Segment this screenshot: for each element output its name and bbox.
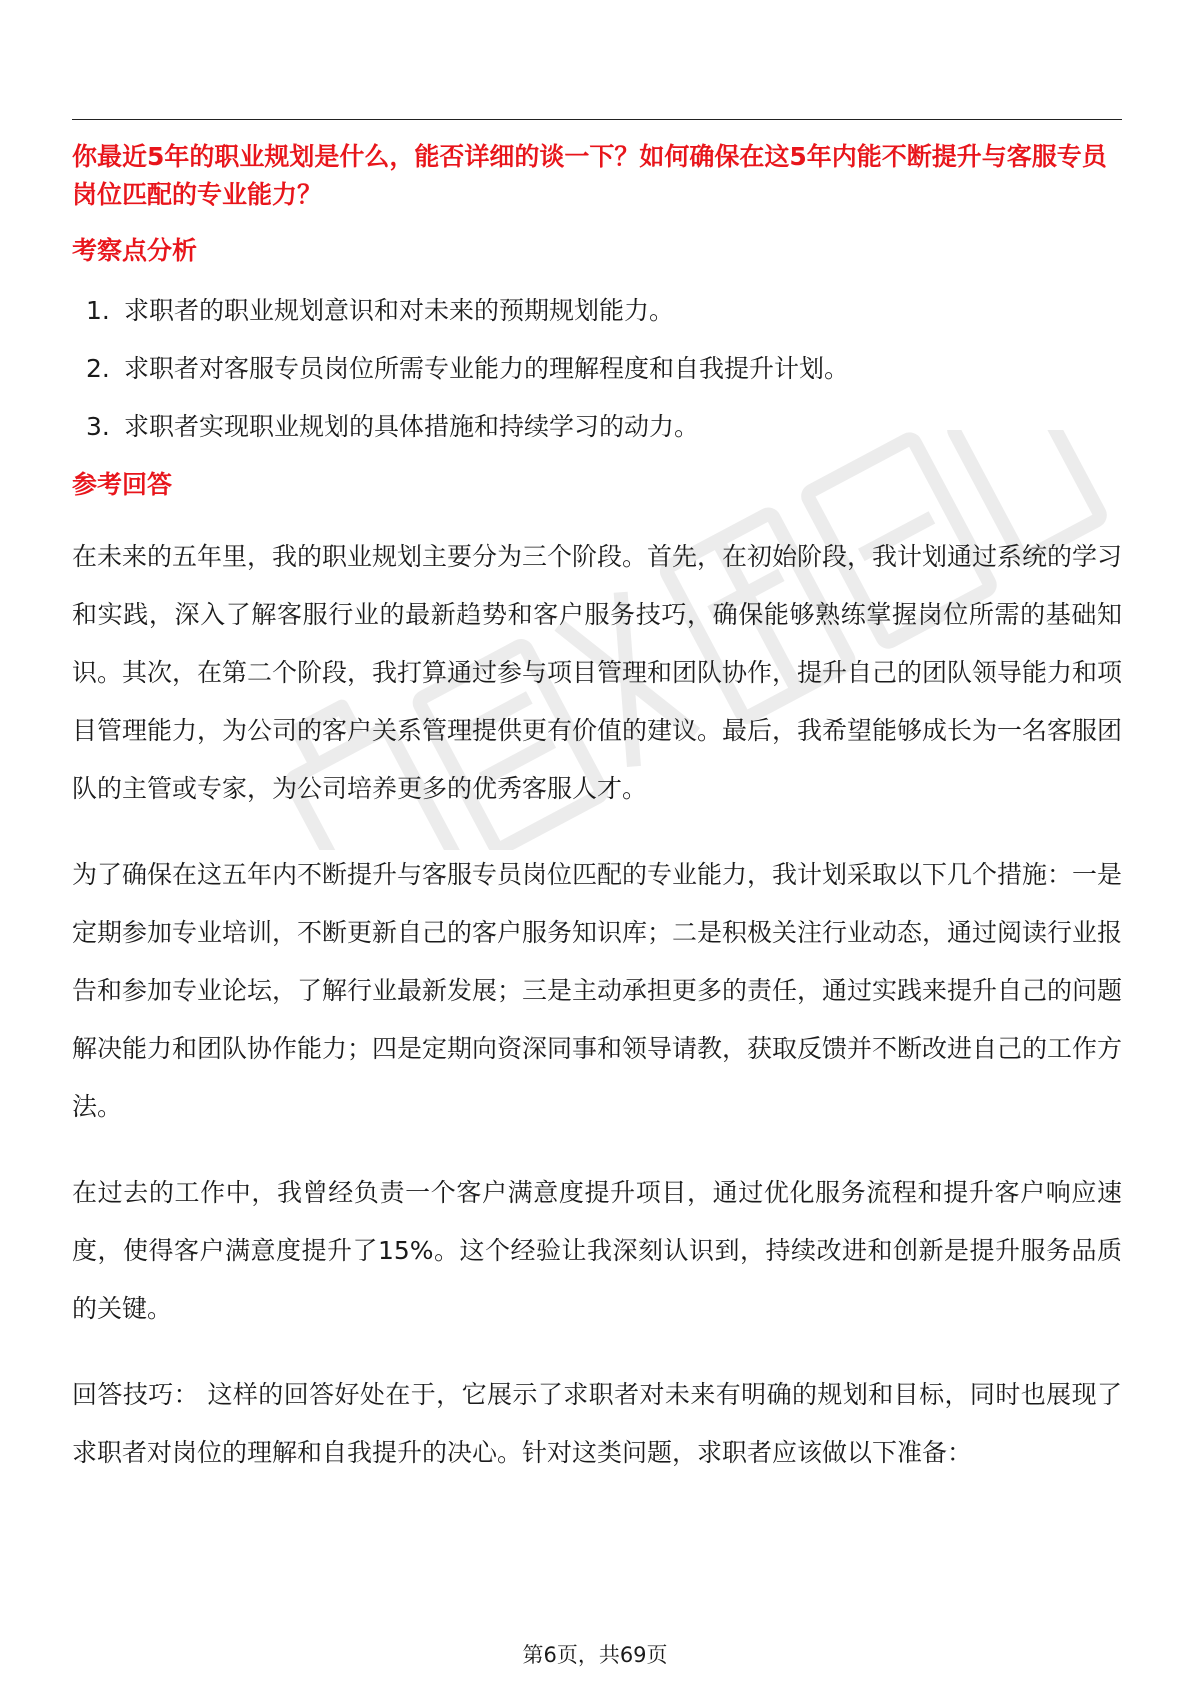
analysis-point [72,292,1122,330]
analysis-point [72,350,1122,388]
analysis-heading: 考察点分析 [72,236,198,265]
content-area [72,138,1122,1482]
point-number: 3. [86,412,110,441]
point-text: 求职者对客服专员岗位所需专业能力的理解程度和自我提升计划。 [124,354,850,383]
question-heading: 你最近5年的职业规划是什么，能否详细的谈一下？如何确保在这5年内能不断提升与客服专员岗位匹配的专业能力？ [72,142,1107,209]
point-text: 求职者实现职业规划的具体措施和持续学习的动力。 [124,412,700,441]
answer-paragraph: 在未来的五年里，我的职业规划主要分为三个阶段。首先，在初始阶段，我计划通过系统的学习和实践，深入了解客服行业的最新趋势和客户服务技巧，确保能够熟练掌握岗位所需的基础知识。其次，在第二个阶段，我打算通过参与项目管理和团队协作，提升自己的团队领导能力和项目管理能力，为公司的客户关系管理提供更有价值的建议。最后，我希望能够成长为一名客服团队的主管或专家，为公司培养更多的优秀客服人才。 [72,542,1123,803]
answer-heading: 参考回答 [72,470,173,499]
answer-tips-paragraph: 回答技巧： 这样的回答好处在于，它展示了求职者对未来有明确的规划和目标，同时也展现了求职者对岗位的理解和自我提升的决心。针对这类问题，求职者应该做以下准备： [72,1380,1122,1467]
answer-paragraph: 为了确保在这五年内不断提升与客服专员岗位匹配的专业能力，我计划采取以下几个措施：一是定期参加专业培训，不断更新自己的客户服务知识库；二是积极关注行业动态，通过阅读行业报告和参加专业论坛，了解行业最新发展；三是主动承担更多的责任，通过实践来提升自己的问题解决能力和团队协作能力；四是定期向资深同事和领导请教，获取反馈并不断改进自己的工作方法。 [72,860,1123,1121]
answer-paragraph: 在过去的工作中，我曾经负责一个客户满意度提升项目，通过优化服务流程和提升客户响应速度，使得客户满意度提升了15%。这个经验让我深刻认识到，持续改进和创新是提升服务品质的关键。 [72,1178,1122,1323]
point-text: 求职者的职业规划意识和对未来的预期规划能力。 [124,296,675,325]
analysis-point [72,408,1122,446]
point-number: 1. [86,296,110,325]
page-number-footer: 第6页，共69页 [522,1643,668,1667]
top-rule [72,119,1122,120]
point-number: 2. [86,354,110,383]
analysis-points-list [72,292,1122,446]
